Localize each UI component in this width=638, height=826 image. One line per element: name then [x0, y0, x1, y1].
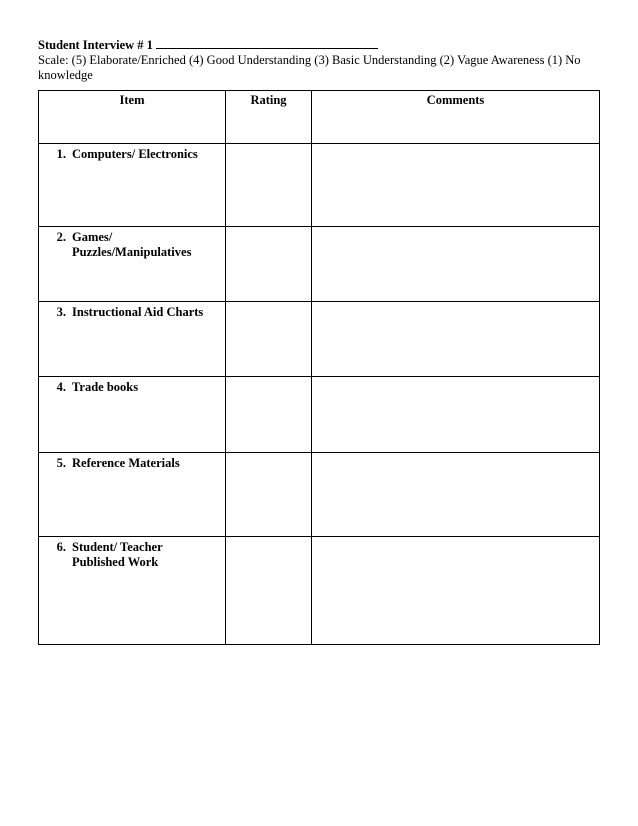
- rating-scale: Scale: (5) Elaborate/Enriched (4) Good Understanding (3) Basic Understanding (2) Vague Awareness (1) No knowledge: [38, 53, 581, 82]
- item-cell: [39, 144, 226, 227]
- item-cell: [39, 302, 226, 377]
- item-number: 5.: [56, 456, 66, 470]
- item-label: Computers/ Electronics: [72, 147, 198, 161]
- column-header-rating: Rating: [226, 91, 312, 144]
- title-text: Student Interview # 1: [38, 38, 153, 52]
- interview-table: [38, 90, 600, 645]
- item-cell: [39, 453, 226, 537]
- table-row: [39, 302, 600, 377]
- rating-cell[interactable]: [226, 537, 312, 645]
- comments-cell[interactable]: [312, 377, 600, 453]
- table-row: [39, 453, 600, 537]
- name-blank-line: [156, 38, 378, 49]
- rating-cell[interactable]: [226, 453, 312, 537]
- item-number: 6.: [56, 540, 66, 554]
- comments-cell[interactable]: [312, 302, 600, 377]
- rating-cell[interactable]: [226, 227, 312, 302]
- table-row: [39, 144, 600, 227]
- rating-cell[interactable]: [226, 302, 312, 377]
- item-label: Reference Materials: [72, 456, 180, 470]
- document-title: [38, 38, 378, 53]
- rating-cell[interactable]: [226, 377, 312, 453]
- item-label: Student/ Teacher Published Work: [72, 540, 163, 569]
- comments-cell[interactable]: [312, 227, 600, 302]
- item-cell: [39, 377, 226, 453]
- item-label: Instructional Aid Charts: [72, 305, 204, 319]
- comments-cell[interactable]: [312, 453, 600, 537]
- item-number: 2.: [56, 230, 66, 244]
- item-number: 3.: [56, 305, 66, 319]
- rating-cell[interactable]: [226, 144, 312, 227]
- table-row: [39, 377, 600, 453]
- table-row: [39, 227, 600, 302]
- table-row: [39, 537, 600, 645]
- item-number: 1.: [56, 147, 66, 161]
- item-label: Games/ Puzzles/Manipulatives: [72, 230, 192, 259]
- comments-cell[interactable]: [312, 537, 600, 645]
- item-cell: [39, 227, 226, 302]
- item-number: 4.: [56, 380, 66, 394]
- item-label: Trade books: [72, 380, 139, 394]
- item-cell: [39, 537, 226, 645]
- comments-cell[interactable]: [312, 144, 600, 227]
- column-header-item: Item: [39, 91, 226, 144]
- column-header-comments: Comments: [312, 91, 600, 144]
- table-header-row: [39, 91, 600, 144]
